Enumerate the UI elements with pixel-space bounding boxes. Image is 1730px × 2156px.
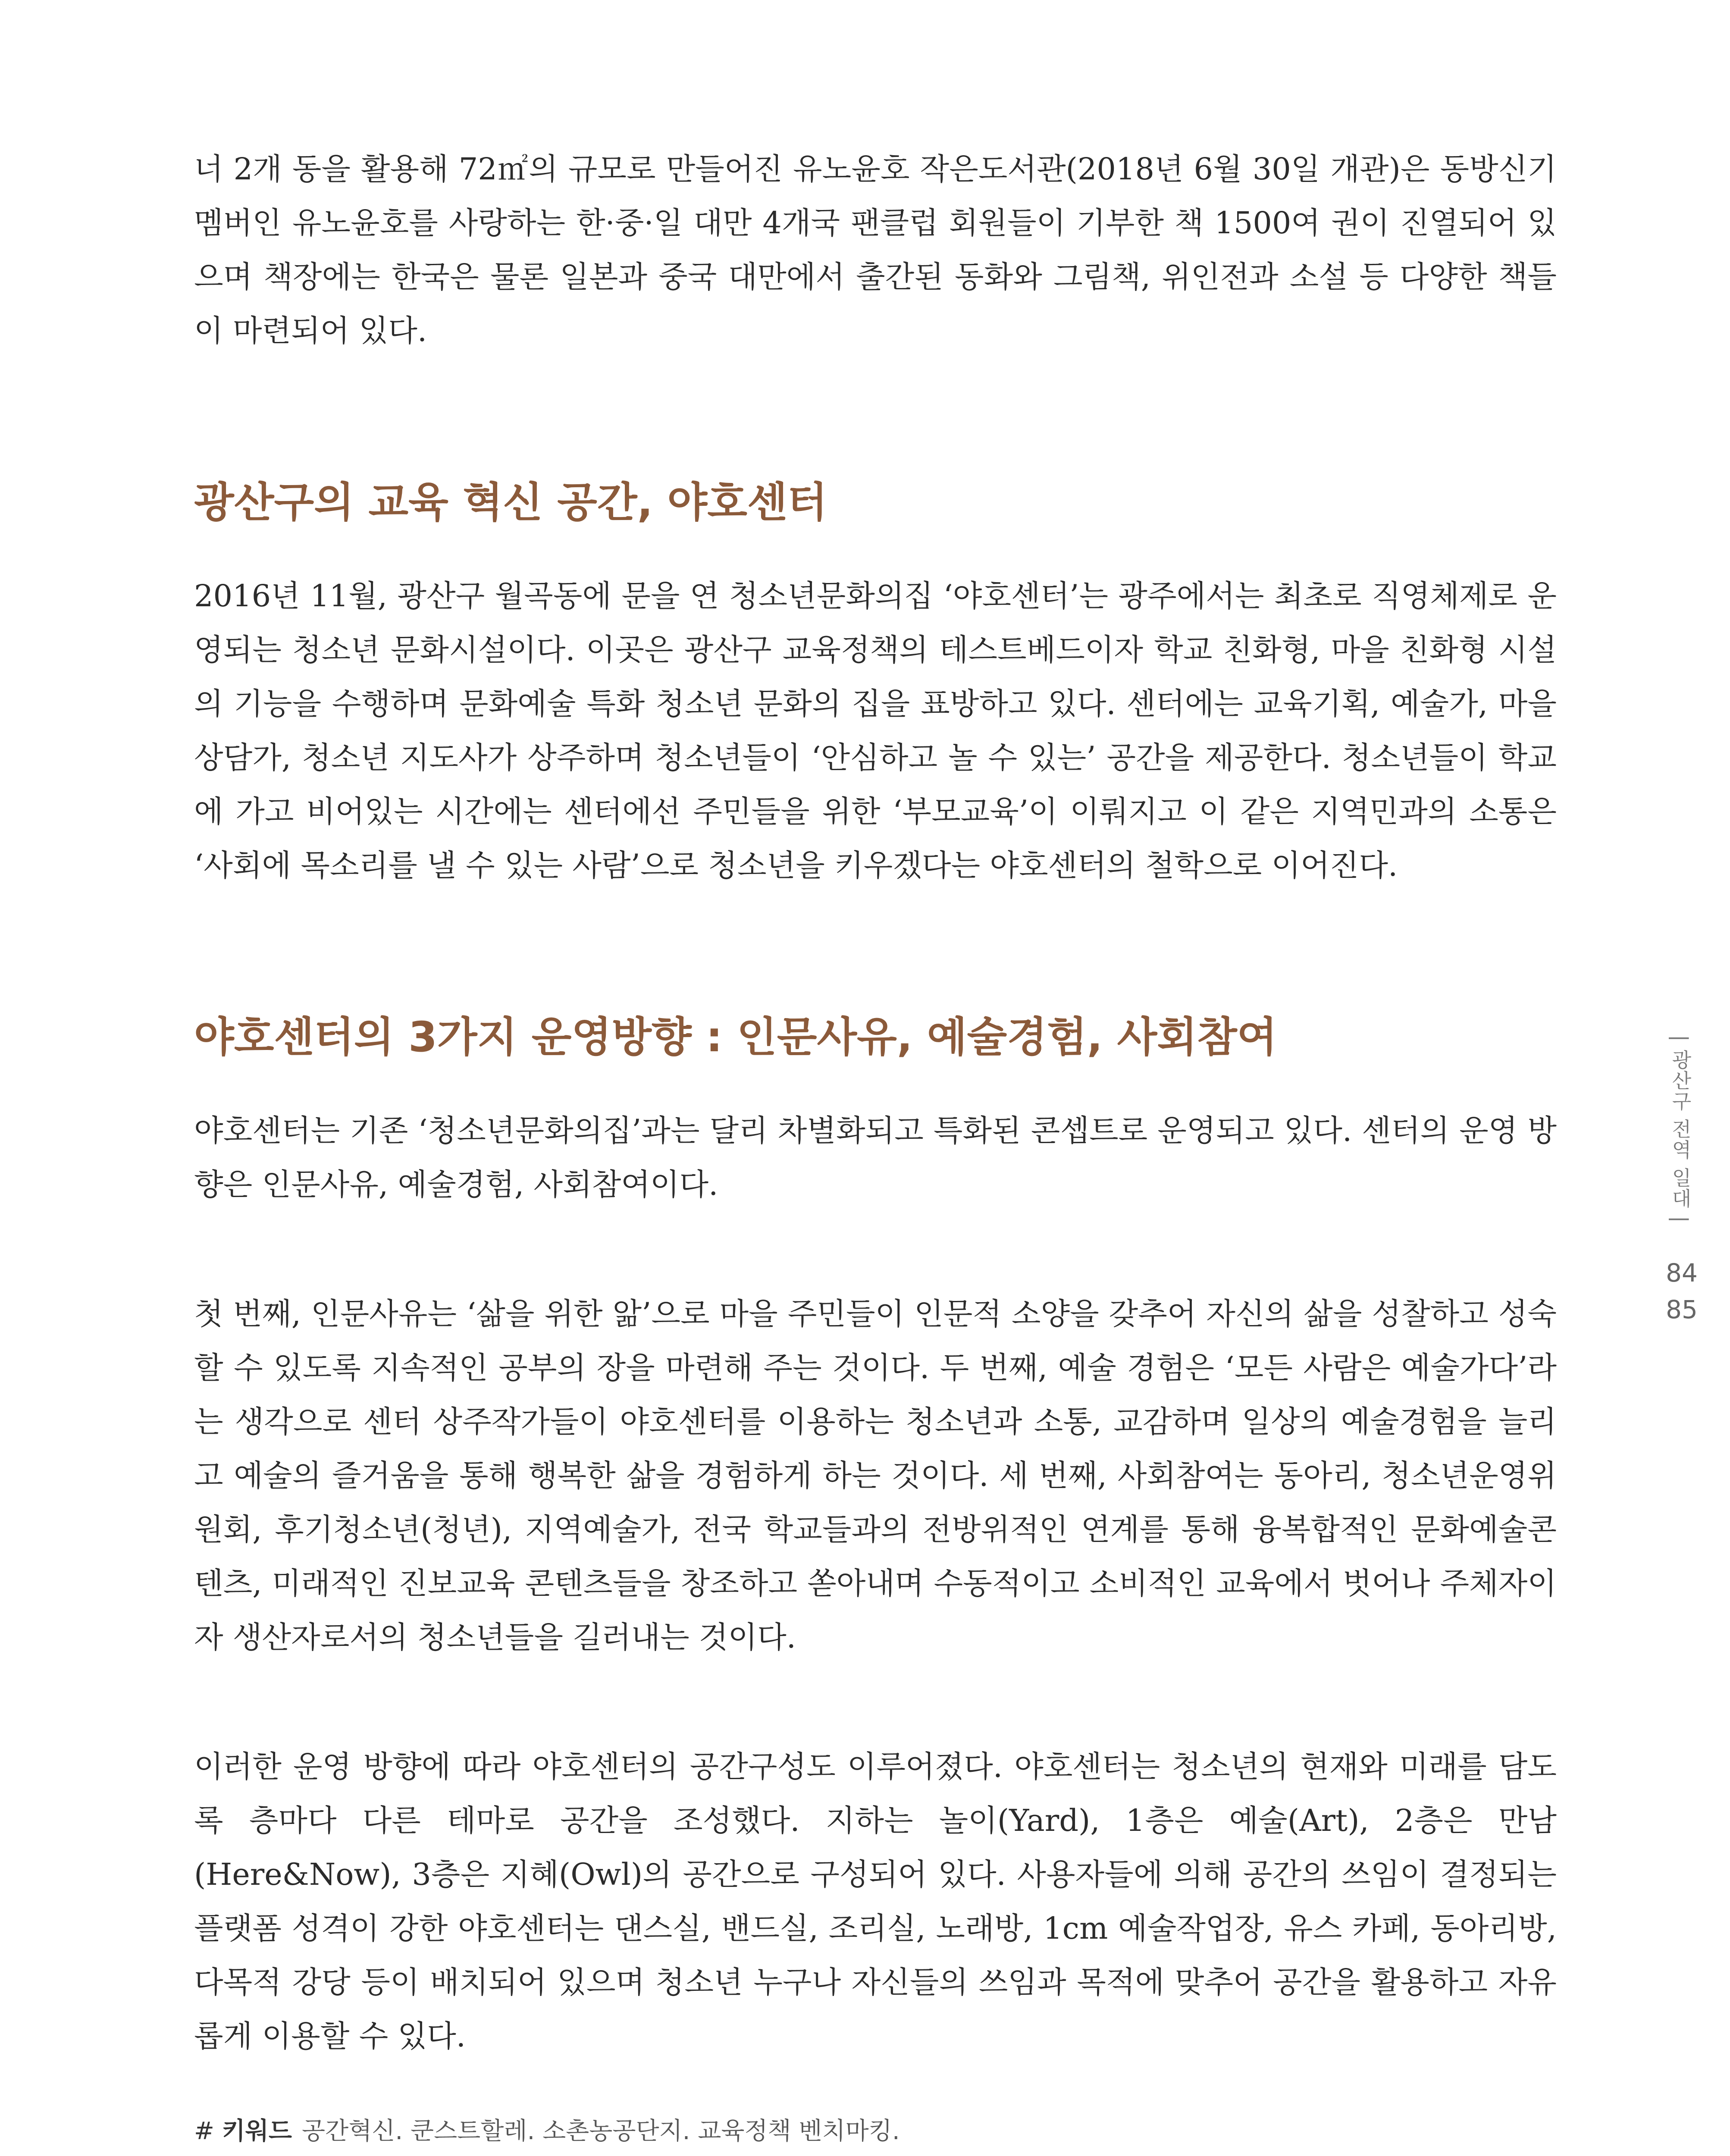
page-numbers — [1652, 1255, 1712, 1328]
source-note — [194, 2152, 1557, 2156]
side-section-label: | 광산구 전역 일대 | — [1669, 1035, 1692, 1224]
page-number-left: 84 — [1666, 1258, 1698, 1288]
page-number-right: 85 — [1666, 1295, 1698, 1324]
keyword-label-text: 키워드 — [222, 2117, 292, 2145]
keyword-prefix: # — [194, 2117, 214, 2145]
section2-paragraph-2: 첫 번째, 인문사유는 ‘삶을 위한 앎’으로 마을 주민들이 인문적 소양을 갖추어 자신의 삶을 성찰하고 성숙할 수 있도록 지속적인 공부의 장을 마련해 주는 것이다. 두 번째, 예술 경험은 ‘모든 사람은 예술가다’라는 생각으로 센터 상주작가들이 야호센터를 이용하는 청소년과 소통, 교감하며 일상의 예술경험을 늘리고 예술의 즐거움을 통해 행복한 삶을 경험하게 하는 것이다. 세 번째, 사회참여는 동아리, 청소년운영위원회, 후기청소년(청년), 지역예술가, 전국 학교들과의 전방위적인 연계를 통해 융복합적인 문화예술콘텐츠, 미래적인 진보교육 콘텐츠들을 창조하고 쏟아내며 수동적이고 소비적인 교육에서 벗어나 주체자이자 생산자로서의 청소년들을 길러내는 것이다. — [194, 1296, 1557, 1655]
source-label — [194, 2152, 302, 2156]
section-heading-education-innovation: 광산구의 교육 혁신 공간, 야호센터 — [194, 478, 827, 526]
keyword-note — [194, 2111, 1557, 2152]
footnotes — [194, 2111, 1557, 2156]
article-body — [194, 142, 1557, 2156]
keyword-text: 공간혁신. 쿤스트할레. 소촌농공단지. 교육정책 벤치마킹. — [302, 2117, 900, 2145]
section1-paragraph: 2016년 11월, 광산구 월곡동에 문을 연 청소년문화의집 ‘야호센터’는 광주에서는 최초로 직영체제로 운영되는 청소년 문화시설이다. 이곳은 광산구 교육정책의 테스트베드이자 학교 친화형, 마을 친화형 시설의 기능을 수행하며 문화예술 특화 청소년 문화의 집을 표방하고 있다. 센터에는 교육기획, 예술가, 마을 상담가, 청소년 지도사가 상주하며 청소년들이 ‘안심하고 놀 수 있는’ 공간을 제공한다. 청소년들이 학교에 가고 비어있는 시간에는 센터에선 주민들을 위한 ‘부모교육’이 이뤄지고 이 같은 지역민과의 소통은 ‘사회에 목소리를 낼 수 있는 사람’으로 청소년을 키우겠다는 야호센터의 철학으로 이어진다. — [194, 578, 1557, 883]
keyword-label — [194, 2111, 302, 2152]
side-section-marker — [1660, 1035, 1695, 1259]
intro-paragraph: 너 2개 동을 활용해 72㎡의 규모로 만들어진 유노윤호 작은도서관(2018년 6월 30일 개관)은 동방신기 멤버인 유노윤호를 사랑하는 한·중·일 대만 4개국 팬클럽 회원들이 기부한 책 1500여 권이 진열되어 있으며 책장에는 한국은 물론 일본과 중국 대만에서 출간된 동화와 그림책, 위인전과 소설 등 다양한 책들이 마련되어 있다. — [194, 151, 1557, 348]
source-text — [302, 2152, 1557, 2156]
section2-paragraph-1: 야호센터는 기존 ‘청소년문화의집’과는 달리 차별화되고 특화된 콘셉트로 운영되고 있다. 센터의 운영 방향은 인문사유, 예술경험, 사회참여이다. — [194, 1113, 1557, 1202]
section2-paragraph-3: 이러한 운영 방향에 따라 야호센터의 공간구성도 이루어졌다. 야호센터는 청소년의 현재와 미래를 담도록 층마다 다른 테마로 공간을 조성했다. 지하는 놀이(Yard), 1층은 예술(Art), 2층은 만남(Here&Now), 3층은 지혜(Owl)의 공간으로 구성되어 있다. 사용자들에 의해 공간의 쓰임이 결정되는 플랫폼 성격이 강한 야호센터는 댄스실, 밴드실, 조리실, 노래방, 1cm 예술작업장, 유스 카페, 동아리방, 다목적 강당 등이 배치되어 있으며 청소년 누구나 자신들의 쓰임과 목적에 맞추어 공간을 활용하고 자유롭게 이용할 수 있다. — [194, 1749, 1557, 2054]
section-heading-operating-directions: 야호센터의 3가지 운영방향 : 인문사유, 예술경험, 사회참여 — [194, 1013, 1277, 1061]
